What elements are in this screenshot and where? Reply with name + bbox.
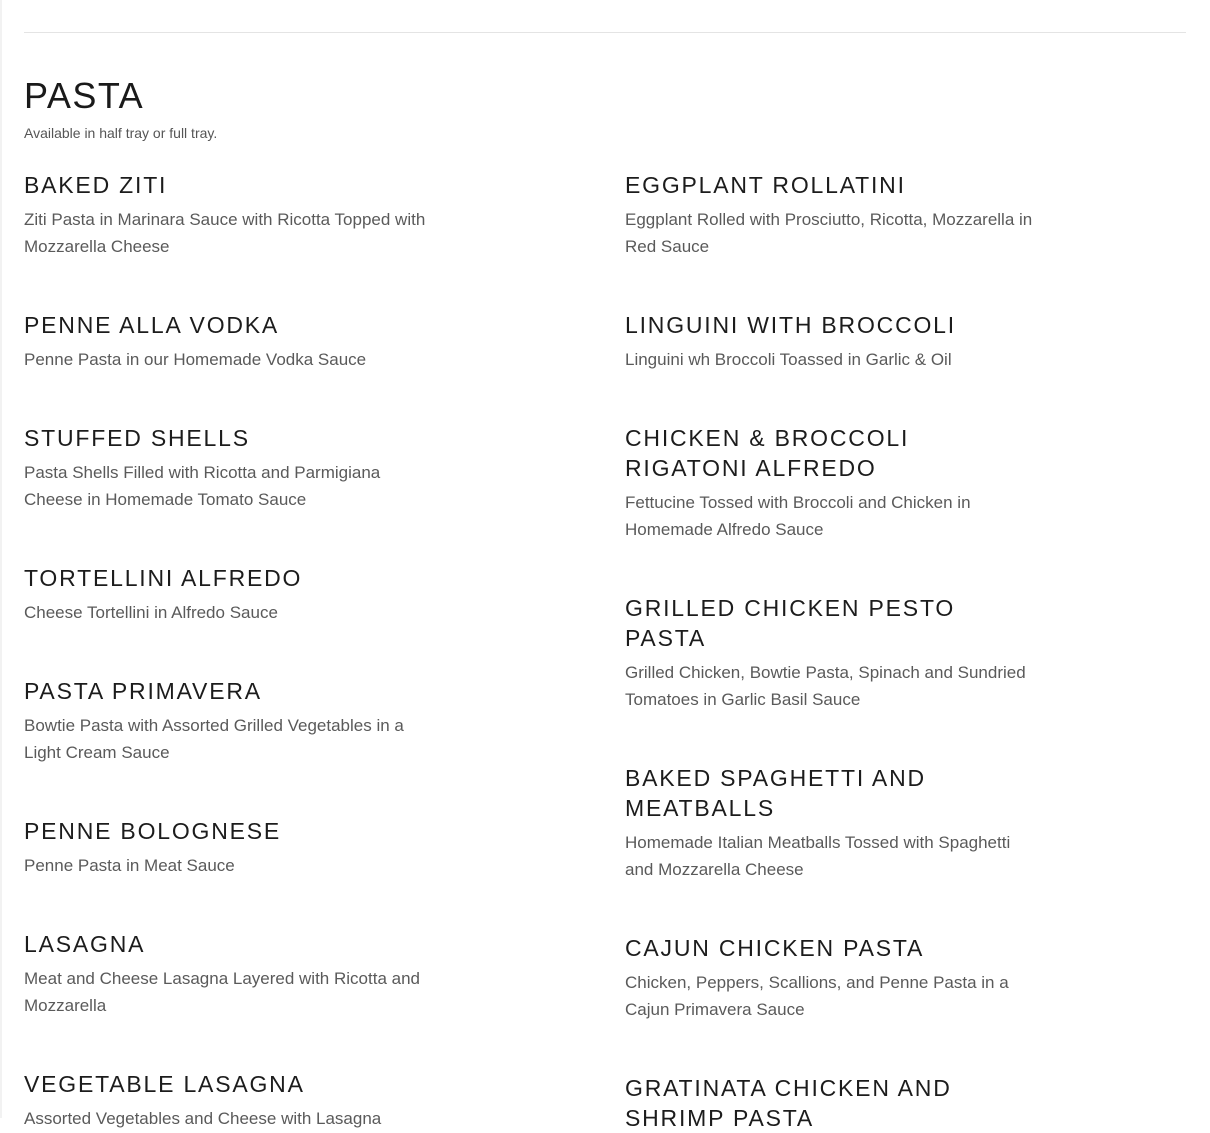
menu-item — [24, 310, 434, 373]
menu-item — [24, 676, 434, 766]
menu-item-description: Grilled Chicken, Bowtie Pasta, Spinach and Sundried Tomatoes in Garlic Basil Sauce — [625, 663, 1026, 709]
menu-item — [24, 423, 434, 513]
menu-item — [625, 933, 1035, 1023]
menu-item — [24, 563, 434, 626]
menu-item-description: Fettucine Tossed with Broccoli and Chicken in Homemade Alfredo Sauce — [625, 493, 971, 539]
menu-item-name: GRATINATA CHICKEN AND SHRIMP PASTA — [625, 1075, 952, 1131]
menu-item — [24, 816, 434, 879]
menu-item — [625, 310, 1035, 373]
menu-item-name: CHICKEN & BROCCOLI RIGATONI ALFREDO — [625, 425, 910, 481]
menu-item-description: Cheese Tortellini in Alfredo Sauce — [24, 603, 278, 622]
menu-item-name: STUFFED SHELLS — [24, 425, 250, 451]
menu-item-name: PENNE ALLA VODKA — [24, 312, 280, 338]
menu-item — [24, 929, 434, 1019]
menu-item-name: GRILLED CHICKEN PESTO PASTA — [625, 595, 956, 651]
menu-item-name: EGGPLANT ROLLATINI — [625, 172, 906, 198]
menu-item-name: LASAGNA — [24, 931, 146, 957]
menu-item-description: Penne Pasta in our Homemade Vodka Sauce — [24, 350, 367, 369]
menu-item-description: Bowtie Pasta with Assorted Grilled Vegetables in a Light Cream Sauce — [24, 716, 404, 762]
menu-item — [625, 170, 1035, 260]
menu-item-name: BAKED ZITI — [24, 172, 168, 198]
menu-item-name: PASTA PRIMAVERA — [24, 678, 262, 704]
menu-item-name: CAJUN CHICKEN PASTA — [625, 935, 925, 961]
menu-item-description: Ziti Pasta in Marinara Sauce with Ricotta Topped with Mozzarella Cheese — [24, 210, 426, 256]
section-divider — [24, 32, 1186, 33]
menu-item — [625, 423, 1035, 543]
section-note: Available in half tray or full tray. — [24, 125, 218, 141]
menu-item-description: Penne Pasta in Meat Sauce — [24, 856, 235, 875]
page-edge — [0, 0, 2, 1118]
menu-item-name: TORTELLINI ALFREDO — [24, 565, 303, 591]
menu-item-description: Pasta Shells Filled with Ricotta and Parmigiana Cheese in Homemade Tomato Sauce — [24, 463, 381, 509]
menu-item — [24, 1069, 434, 1132]
menu-item-name: BAKED SPAGHETTI AND MEATBALLS — [625, 765, 926, 821]
menu-item-name: PENNE BOLOGNESE — [24, 818, 282, 844]
menu-item-name: LINGUINI WITH BROCCOLI — [625, 312, 956, 338]
menu-item-description: Chicken, Peppers, Scallions, and Penne Pasta in a Cajun Primavera Sauce — [625, 973, 1009, 1019]
menu-item — [625, 1073, 985, 1133]
menu-item-name: VEGETABLE LASAGNA — [24, 1071, 305, 1097]
menu-item — [625, 593, 1035, 713]
menu-item — [625, 763, 1035, 883]
menu-item-description: Linguini wh Broccoli Toassed in Garlic & Oil — [625, 350, 952, 369]
menu-item-description: Homemade Italian Meatballs Tossed with Spaghetti and Mozzarella Cheese — [625, 833, 1011, 879]
menu-item-description: Eggplant Rolled with Prosciutto, Ricotta, Mozzarella in Red Sauce — [625, 210, 1033, 256]
menu-item-description: Assorted Vegetables and Cheese with Lasagna — [24, 1109, 382, 1128]
menu-item — [24, 170, 434, 260]
menu-item-description: Meat and Cheese Lasagna Layered with Ricotta and Mozzarella — [24, 969, 420, 1015]
section-title: PASTA — [24, 75, 145, 116]
